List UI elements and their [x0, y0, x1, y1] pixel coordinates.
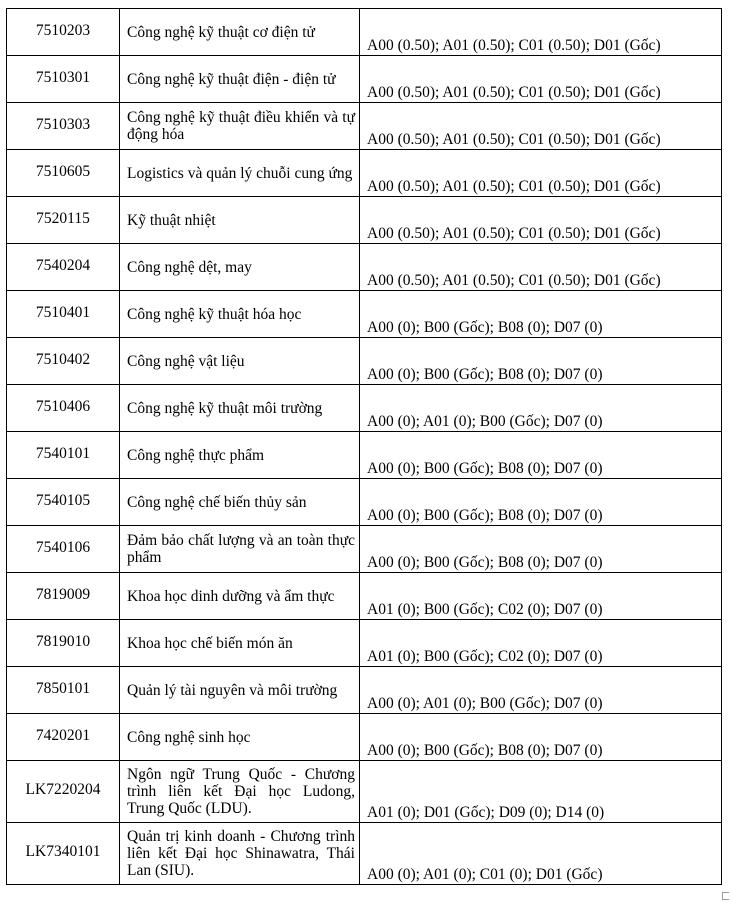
subject-combinations: A00 (0); A01 (0); C01 (0); D01 (Gốc) [360, 823, 722, 885]
program-name: Logistics và quản lý chuỗi cung ứng [120, 150, 360, 197]
table-row [7, 714, 722, 761]
program-name: Đảm bảo chất lượng và an toàn thực phẩm [120, 526, 360, 573]
program-name: Công nghệ chế biến thủy sản [120, 479, 360, 526]
program-name: Công nghệ sinh học [120, 714, 360, 761]
table-row [7, 385, 722, 432]
program-code-cell [7, 244, 120, 291]
subject-combinations: A01 (0); B00 (Gốc); C02 (0); D07 (0) [360, 573, 722, 620]
programs-table [6, 8, 722, 885]
program-name: Kỹ thuật nhiệt [120, 197, 360, 244]
program-code: 7520115 [36, 209, 90, 227]
subject-combinations: A00 (0.50); A01 (0.50); C01 (0.50); D01 (Gốc) [360, 103, 722, 150]
programs-table-body [7, 9, 722, 885]
program-code-cell [7, 761, 120, 823]
subject-combinations: A00 (0.50); A01 (0.50); C01 (0.50); D01 (Gốc) [360, 197, 722, 244]
program-code: 7510406 [35, 397, 91, 415]
subject-combinations: A00 (0); B00 (Gốc); B08 (0); D07 (0) [360, 338, 722, 385]
table-row [7, 244, 722, 291]
table-row [7, 150, 722, 197]
table-row [7, 291, 722, 338]
program-name: Công nghệ kỹ thuật điện - điện tử [120, 56, 360, 103]
program-code: 7540204 [35, 256, 91, 274]
program-code: 7510303 [35, 115, 91, 133]
table-row [7, 620, 722, 667]
program-code: 7510402 [35, 350, 91, 368]
subject-combinations: A00 (0); B00 (Gốc); B08 (0); D07 (0) [360, 714, 722, 761]
table-row [7, 667, 722, 714]
table-row [7, 479, 722, 526]
program-code: LK7340101 [25, 843, 101, 860]
program-code: 7819010 [35, 632, 91, 650]
program-name: Công nghệ dệt, may [120, 244, 360, 291]
program-name: Công nghệ kỹ thuật môi trường [120, 385, 360, 432]
program-code-cell [7, 103, 120, 150]
subject-combinations: A00 (0.50); A01 (0.50); C01 (0.50); D01 (Gốc) [360, 56, 722, 103]
program-code-cell [7, 620, 120, 667]
program-name: Ngôn ngữ Trung Quốc - Chương trình liên kết Đại học Ludong, Trung Quốc (LDU). [120, 761, 360, 823]
program-code: 7510605 [35, 162, 91, 180]
subject-combinations: A00 (0.50); A01 (0.50); C01 (0.50); D01 (Gốc) [360, 150, 722, 197]
program-code-cell [7, 432, 120, 479]
program-code-cell [7, 479, 120, 526]
subject-combinations: A00 (0.50); A01 (0.50); C01 (0.50); D01 (Gốc) [360, 244, 722, 291]
subject-combinations: A00 (0); B00 (Gốc); B08 (0); D07 (0) [360, 432, 722, 479]
table-row [7, 103, 722, 150]
table-row [7, 338, 722, 385]
program-name: Khoa học chế biến món ăn [120, 620, 360, 667]
subject-combinations: A00 (0); A01 (0); B00 (Gốc); D07 (0) [360, 385, 722, 432]
subject-combinations: A01 (0); D01 (Gốc); D09 (0); D14 (0) [360, 761, 722, 823]
program-code: 7510301 [35, 68, 91, 86]
program-code-cell [7, 526, 120, 573]
program-name: Quản lý tài nguyên và môi trường [120, 667, 360, 714]
program-code-cell [7, 291, 120, 338]
program-code: 7540101 [35, 444, 91, 462]
table-row [7, 761, 722, 823]
subject-combinations: A00 (0); A01 (0); B00 (Gốc); D07 (0) [360, 667, 722, 714]
program-name: Công nghệ kỹ thuật hóa học [120, 291, 360, 338]
subject-combinations: A00 (0); B00 (Gốc); B08 (0); D07 (0) [360, 479, 722, 526]
program-name: Quản trị kinh doanh - Chương trình liên kết Đại học Shinawatra, Thái Lan (SIU). [120, 823, 360, 885]
program-name: Công nghệ vật liệu [120, 338, 360, 385]
program-code: LK7220204 [25, 781, 101, 798]
program-code-cell [7, 385, 120, 432]
table-row [7, 9, 722, 56]
program-code-cell [7, 197, 120, 244]
program-code-cell [7, 56, 120, 103]
table-row [7, 197, 722, 244]
table-row [7, 573, 722, 620]
program-code-cell [7, 150, 120, 197]
program-code: 7540105 [35, 491, 91, 509]
program-name: Khoa học dinh dưỡng và ẩm thực [120, 573, 360, 620]
page-corner-mark [722, 892, 729, 900]
program-code-cell [7, 338, 120, 385]
program-name: Công nghệ thực phẩm [120, 432, 360, 479]
program-code: 7510401 [35, 303, 91, 321]
table-row [7, 526, 722, 573]
program-code-cell [7, 714, 120, 761]
program-code-cell [7, 667, 120, 714]
program-code-cell [7, 573, 120, 620]
program-code-cell [7, 9, 120, 56]
table-row [7, 823, 722, 885]
program-code: 7420201 [35, 726, 91, 744]
program-code: 7540106 [35, 538, 91, 556]
table-row [7, 432, 722, 479]
subject-combinations: A00 (0); B00 (Gốc); B08 (0); D07 (0) [360, 526, 722, 573]
program-code-cell [7, 823, 120, 885]
subject-combinations: A00 (0); B00 (Gốc); B08 (0); D07 (0) [360, 291, 722, 338]
subject-combinations: A00 (0.50); A01 (0.50); C01 (0.50); D01 (Gốc) [360, 9, 722, 56]
program-name: Công nghệ kỹ thuật cơ điện tử [120, 9, 360, 56]
program-code: 7819009 [35, 585, 91, 603]
program-code: 7850101 [35, 679, 91, 697]
program-code: 7510203 [35, 21, 91, 39]
program-name: Công nghệ kỹ thuật điều khiển và tự động hóa [120, 103, 360, 150]
table-row [7, 56, 722, 103]
subject-combinations: A01 (0); B00 (Gốc); C02 (0); D07 (0) [360, 620, 722, 667]
